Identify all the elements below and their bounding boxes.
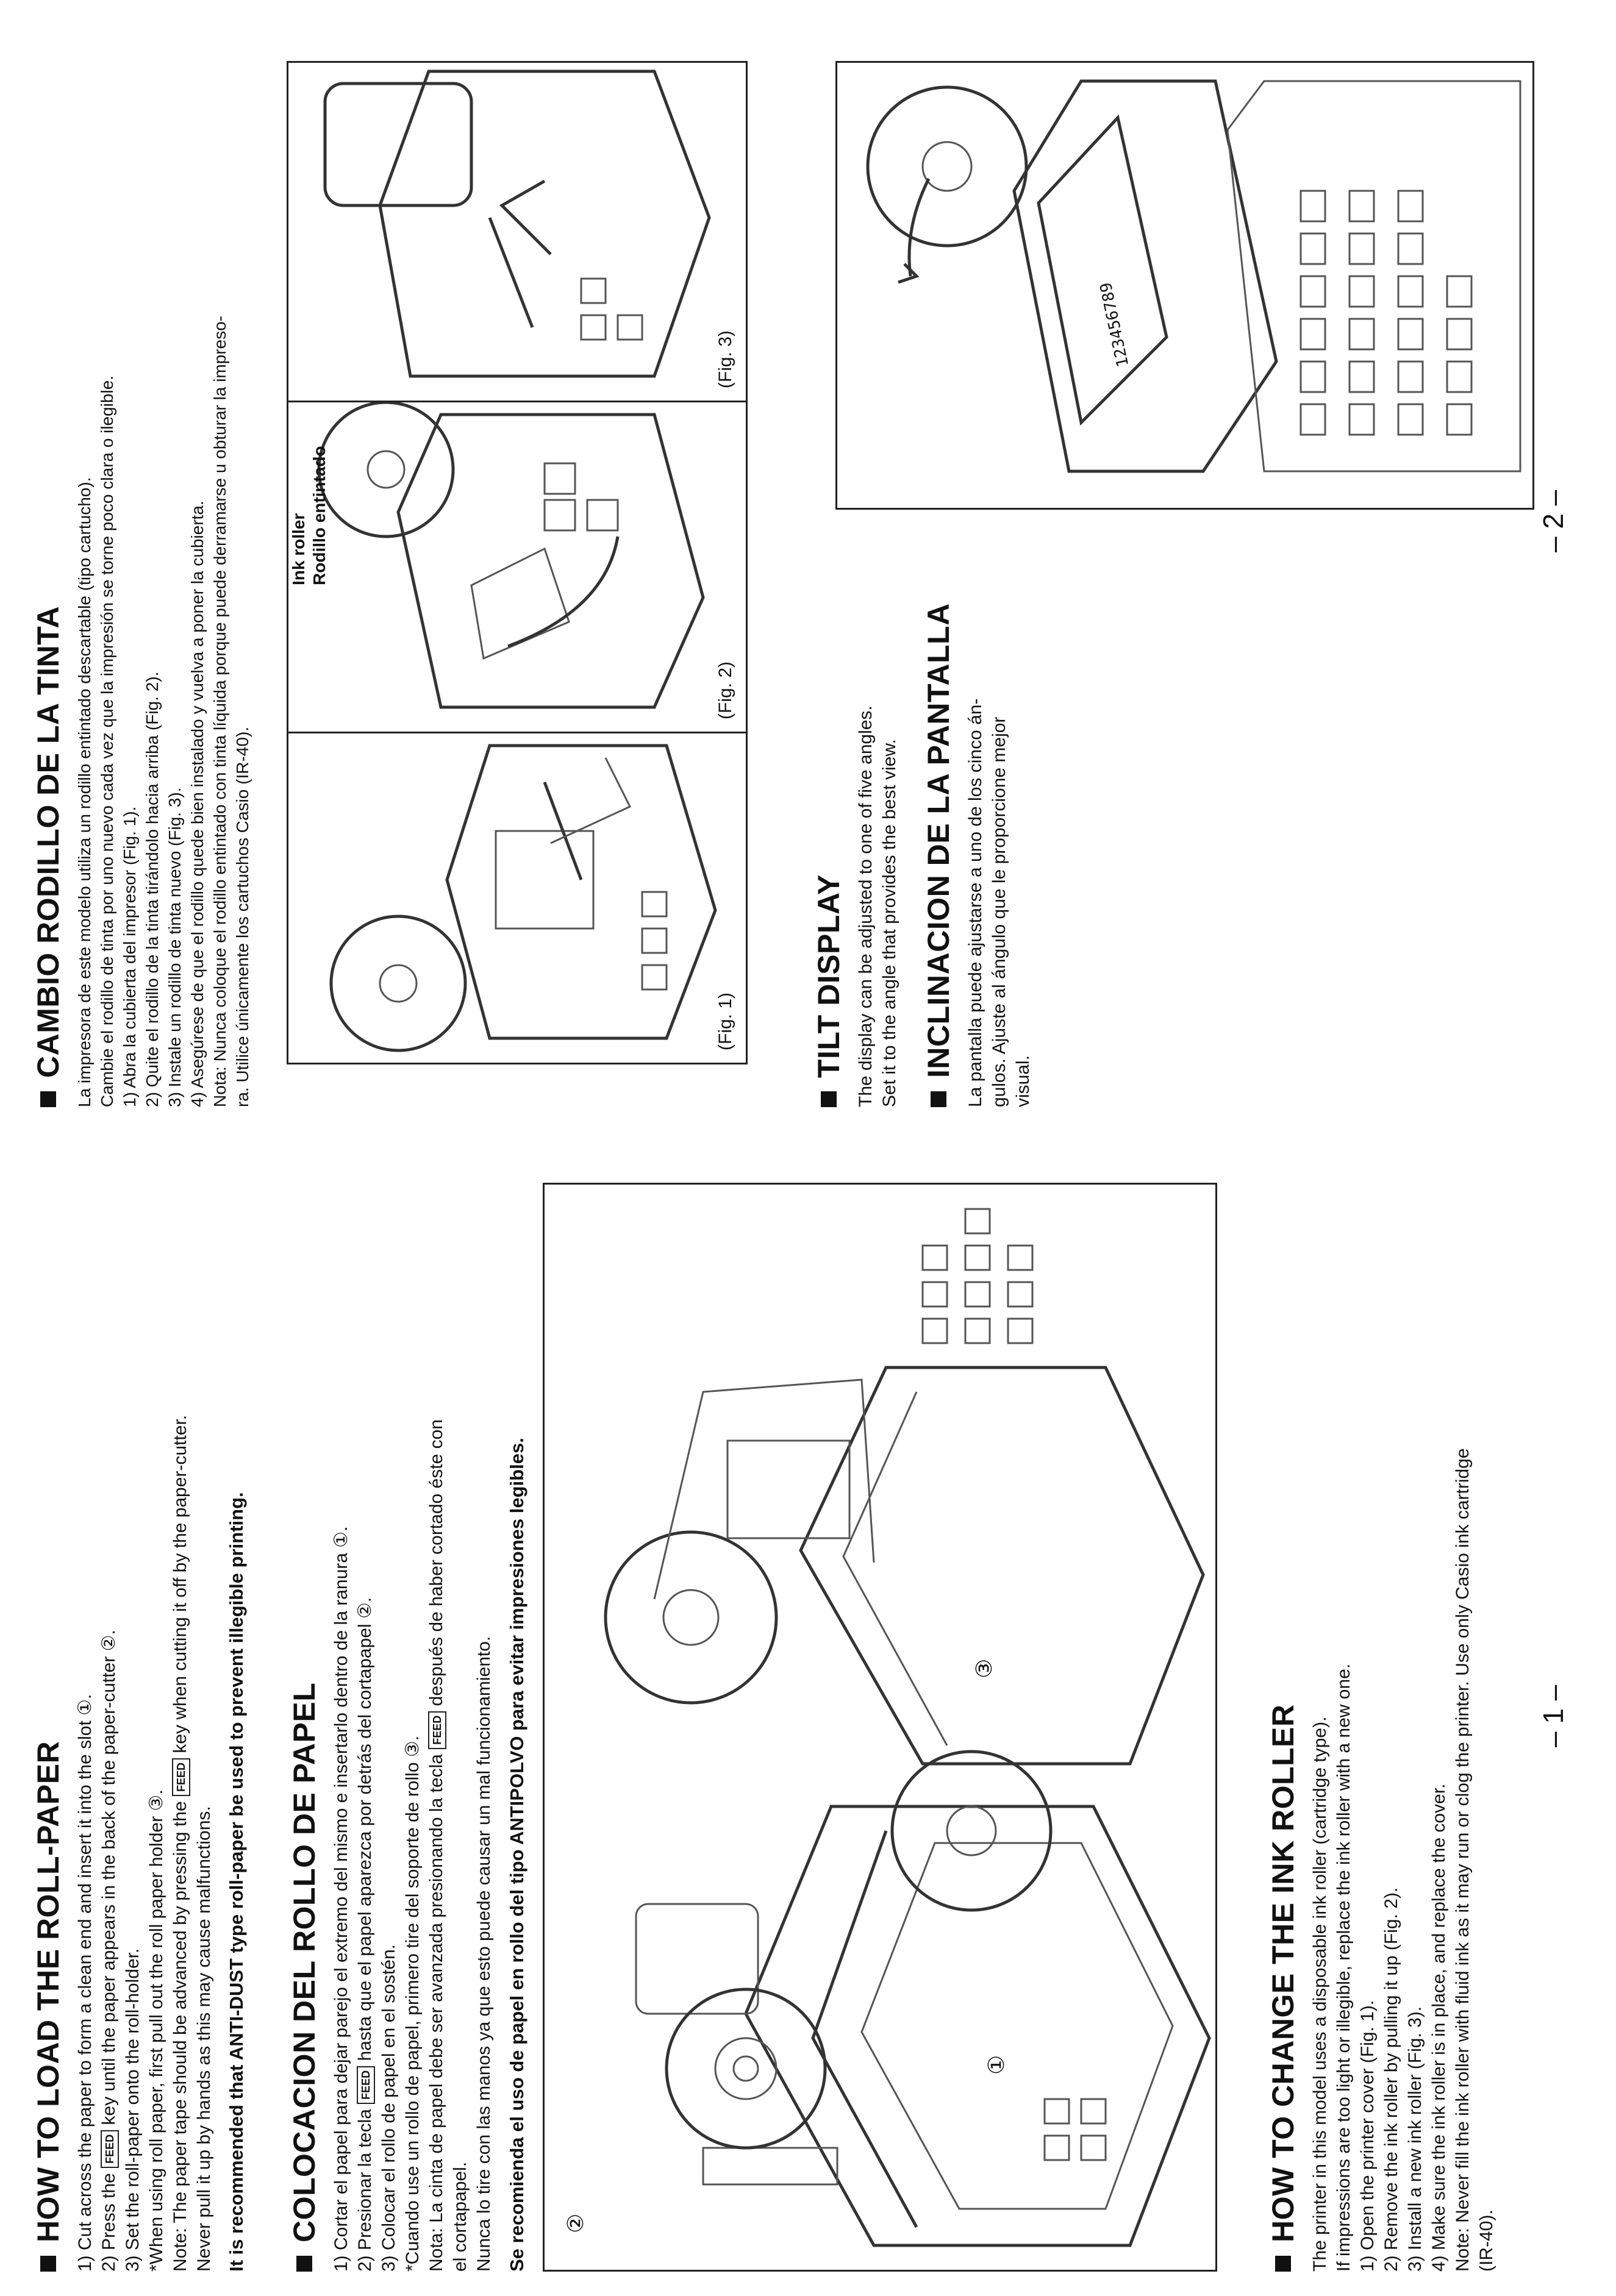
bullet-square-icon <box>931 1091 946 1107</box>
ink-line: Note: Never fill the ink roller with fluid ink as it may run or clog the printer. Use only Casio ink cartridge <box>1453 1448 1473 2272</box>
cambio-line: 3) Instale un rodillo de tinta nuevo (Fig. 3). <box>165 787 184 1107</box>
colocacion-recommendation: Se recomienda el uso de papel en rollo del tipo ANTIPOLVO para evitar impresiones legibles. <box>506 1438 527 2272</box>
load-line: Note: The paper tape should be advanced by pressing the FEED key when cutting it off by the paper-cutter. <box>170 1414 190 2272</box>
tilt-display-drawing <box>837 63 1532 508</box>
cambio-line: ra. Utilice únicamente los cartuchos Casio (IR-40). <box>233 726 252 1107</box>
inclinacion-instructions <box>964 699 1035 1107</box>
fig1-label: (Fig. 1) <box>715 992 735 1050</box>
figure-1 <box>288 732 746 1063</box>
cambio-line: La impresora de este modelo utiliza un rodillo entintado descartable (tipo cartucho). <box>75 477 94 1107</box>
feed-key-icon: FEED <box>172 1758 190 1796</box>
inclinacion-line: visual. <box>1013 1055 1033 1107</box>
feed-key-icon: FEED <box>428 1711 446 1749</box>
heading-change-ink-roller <box>1265 1704 1301 2272</box>
figure-3 <box>288 63 746 401</box>
cambio-instructions <box>73 316 254 1107</box>
inclinacion-line: gulos. Ajuste al ángulo que le proporcione mejor <box>989 716 1009 1107</box>
figure-marker-2: ② <box>563 2213 588 2233</box>
figure-2 <box>288 401 746 732</box>
heading-text: CAMBIO RODILLO DE LA TINTA <box>31 605 65 1078</box>
ink-instructions <box>1308 1448 1498 2272</box>
roll-paper-illustration <box>543 1183 1217 2272</box>
feed-key-icon: FEED <box>357 2066 375 2104</box>
display-readout: 123456789 <box>1096 280 1133 369</box>
load-line: Never pull it up by hands as this may cause malfunctions. <box>194 1806 214 2272</box>
load-recommendation: It is recommended that ANTI-DUST type roll-paper be used to prevent illegible printing. <box>226 1492 247 2272</box>
calculator-roll-paper-drawing <box>545 1185 1215 2270</box>
figure-marker-1: ① <box>984 2055 1009 2075</box>
heading-colocacion <box>287 1683 322 2272</box>
fig2-label: (Fig. 2) <box>715 661 735 719</box>
colocacion-line: Nunca lo tire con las manos ya que esto puede causar un mal funcionamiento. <box>474 1636 494 2272</box>
ink-line: 3) Install a new ink roller (Fig. 3). <box>1405 2006 1425 2272</box>
cambio-line: 2) Quite el rodillo de la tinta tirándolo hacia arriba (Fig. 2). <box>143 671 162 1107</box>
heading-inclinacion <box>921 603 956 1107</box>
ink-roller-figures-panel <box>287 61 748 1064</box>
heading-text: HOW TO LOAD THE ROLL-PAPER <box>31 1741 65 2242</box>
tilt-line: Set it to the angle that provides the best view. <box>879 739 899 1107</box>
cambio-line: 1) Abra la cubierta del impresor (Fig. 1). <box>120 806 139 1107</box>
tilt-line: The display can be adjusted to one of five angles. <box>856 705 876 1107</box>
colocacion-line: *Cuando use un rollo de papel, primero tire del soporte de rollo ③. <box>402 1735 423 2272</box>
ink-roller-caption-es: Rodillo entintado <box>310 446 329 585</box>
fig2-remove-roller-drawing <box>288 402 746 732</box>
heading-text: COLOCACION DEL ROLLO DE PAPEL <box>287 1682 321 2242</box>
load-line: *When using roll paper, first pull out the roll paper holder ③. <box>146 1789 166 2272</box>
ink-line: The printer in this model uses a disposable ink roller (cartridge type). <box>1310 1716 1330 2272</box>
bullet-square-icon <box>40 2256 56 2272</box>
ink-line: 1) Open the printer cover (Fig. 1). <box>1357 2000 1378 2272</box>
colocacion-line: 3) Colocar el rollo de papel en el sostén. <box>379 1944 399 2272</box>
bullet-square-icon <box>40 1091 56 1107</box>
page-number-1: – 1 – <box>1537 1685 1569 1747</box>
heading-cambio-rodillo <box>30 606 66 1107</box>
cambio-line: Nota: Nunca coloque el rodillo entintado con tinta líquida porque puede derramarse u obturar la impreso- <box>210 315 229 1107</box>
tilt-instructions <box>854 705 901 1107</box>
ink-line: (IR-40). <box>1476 2209 1496 2272</box>
cambio-line: 4) Asegúrese de que el rodillo quede bien instalado y vuelva a poner la cubierta. <box>188 501 207 1107</box>
load-line: 3) Set the roll-paper onto the roll-holder. <box>123 1948 143 2272</box>
heading-tilt-display <box>811 874 846 1107</box>
ink-roller-caption <box>288 446 330 585</box>
ink-line: If impressions are too light or illegible, replace the ink roller with a new one. <box>1334 1663 1354 2272</box>
heading-load-roll-paper <box>30 1741 66 2272</box>
load-line: 2) Press the FEED key until the paper appears in the back of the paper-cutter ②. <box>99 1630 119 2272</box>
colocacion-line: 1) Cortar el papel para dejar parejo el extremo del mismo e insertarlo dentro de la ranura ①. <box>331 1526 351 2272</box>
inclinacion-line: La pantalla puede ajustarse a uno de los cinco án- <box>965 698 985 1107</box>
bullet-square-icon <box>1275 2256 1291 2272</box>
heading-text: INCLINACION DE LA PANTALLA <box>921 603 956 1078</box>
ink-roller-caption-en: Ink roller <box>289 513 308 585</box>
fig3-install-roller-drawing <box>288 63 746 401</box>
colocacion-instructions <box>329 1419 496 2272</box>
heading-text: HOW TO CHANGE THE INK ROLLER <box>1266 1704 1300 2242</box>
load-line: 1) Cut across the paper to form a clean end and insert it into the slot ①. <box>75 1694 95 2272</box>
cambio-line: Cambie el rodillo de tinta por uno nuevo cada vez que la impresión se torne poco clara o ilegible. <box>98 375 116 1107</box>
fig1-open-cover-drawing <box>288 733 746 1063</box>
tilt-display-illustration <box>835 61 1534 510</box>
bullet-square-icon <box>821 1091 837 1107</box>
load-instructions <box>73 1415 216 2272</box>
heading-text: TILT DISPLAY <box>812 874 846 1078</box>
ink-line: 4) Make sure the ink roller is in place, and replace the cover. <box>1429 1783 1449 2272</box>
fig3-label: (Fig. 3) <box>715 330 735 388</box>
bullet-square-icon <box>296 2256 312 2272</box>
figure-marker-3: ③ <box>971 1658 996 1678</box>
page-number-2: – 2 – <box>1537 490 1569 552</box>
ink-line: 2) Remove the ink roller by pulling it up (Fig. 2). <box>1381 1887 1401 2272</box>
colocacion-line: el cortapapel. <box>450 2161 470 2272</box>
colocacion-line: Nota: La cinta de papel debe ser avanzada presionando la tecla FEED después de haber cortado éste con <box>426 1419 446 2272</box>
colocacion-line: 2) Presionar la tecla FEED hasta que el papel aparezca por detrás del cortapapel ②. <box>355 1597 375 2272</box>
feed-key-icon: FEED <box>101 2130 119 2168</box>
